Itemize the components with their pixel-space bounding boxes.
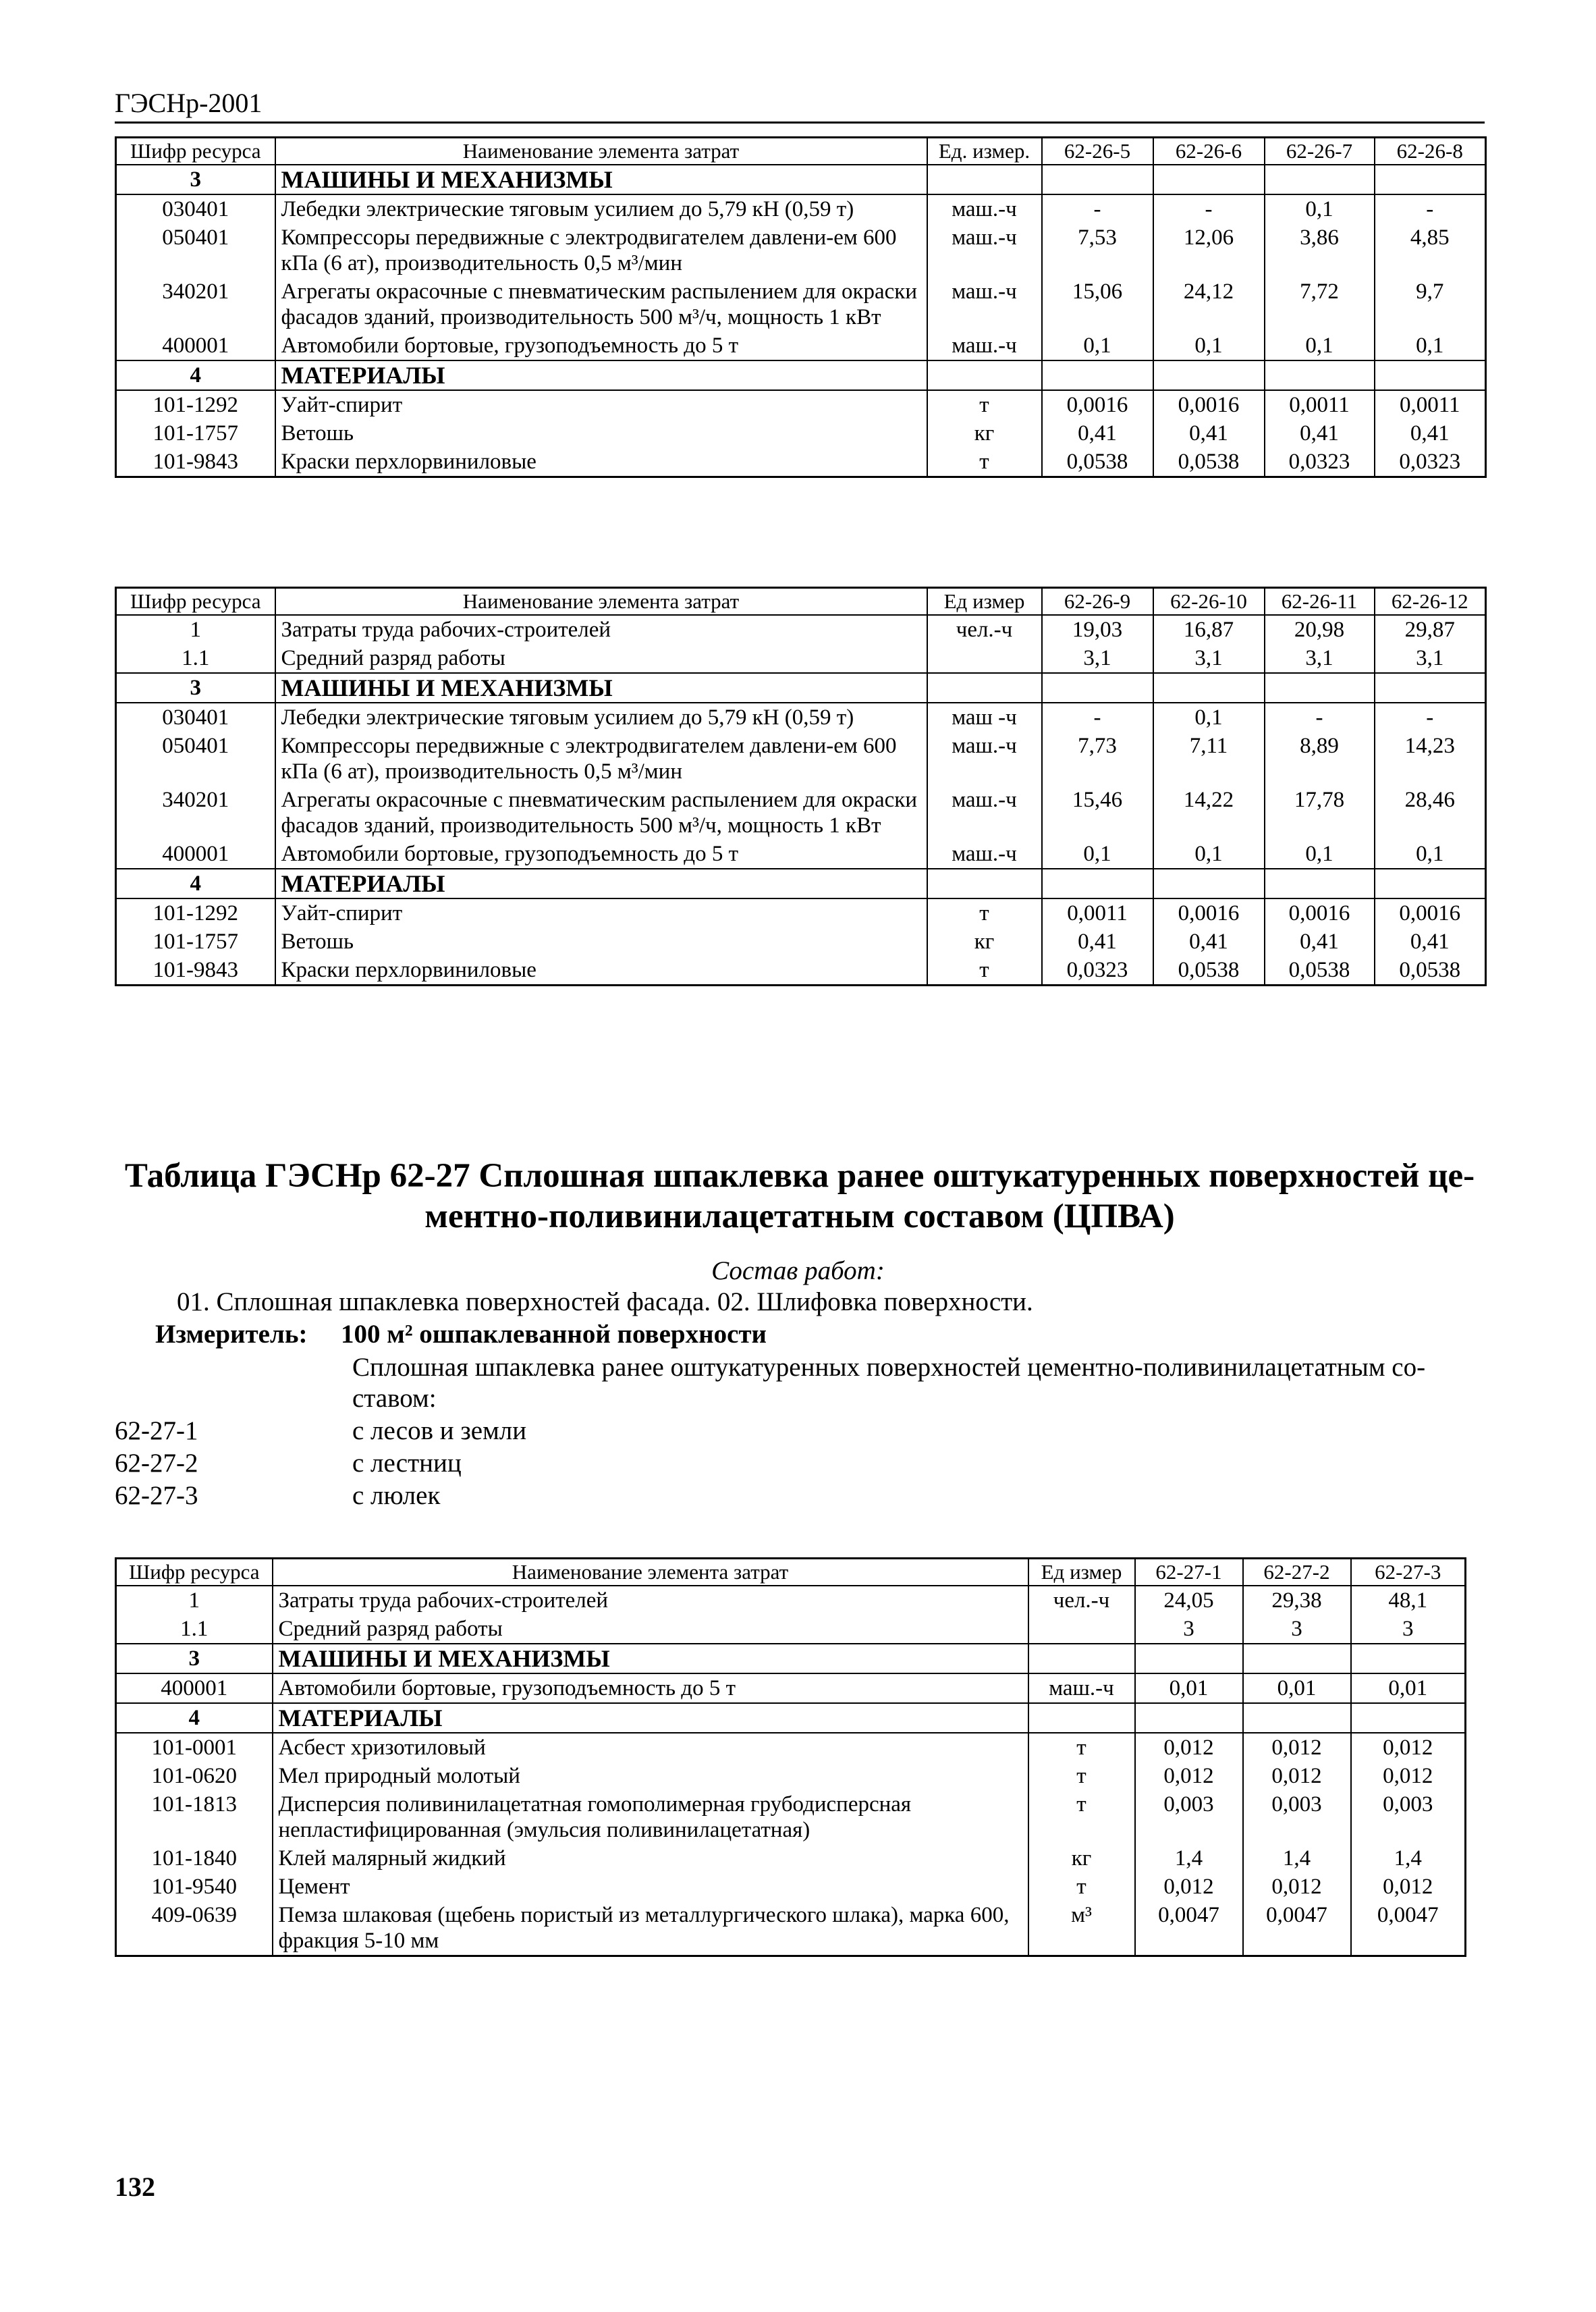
norm-value-cell: [1135, 1703, 1243, 1733]
unit-cell: т: [1028, 1733, 1135, 1762]
col-norm-header: 62-26-5: [1042, 138, 1153, 165]
section-row: [116, 1703, 1466, 1733]
cost-element-name-cell: МАШИНЫ И МЕХАНИЗМЫ: [273, 1644, 1028, 1673]
norm-value-cell: 0,1: [1042, 840, 1153, 869]
norm-value-cell: 29,38: [1243, 1586, 1351, 1615]
table-row: [116, 732, 1486, 786]
resource-code-cell: 030401: [116, 703, 275, 732]
norm-value-cell: [1351, 1644, 1466, 1673]
resource-code-cell: 400001: [116, 840, 275, 869]
variant-code: 62-27-1: [115, 1416, 198, 1445]
norm-value-cell: -: [1375, 703, 1486, 732]
composition-text: 01. Сплошная шпаклевка поверхностей фасада. 02. Шлифовка поверхности.: [177, 1287, 1033, 1316]
norm-value-cell: 8,89: [1265, 732, 1375, 786]
norm-value-cell: 7,72: [1265, 277, 1375, 331]
col-unit-header: Ед измер: [1028, 1559, 1135, 1586]
resource-code-cell: 400001: [116, 1673, 273, 1703]
norm-value-cell: 0,012: [1243, 1733, 1351, 1762]
unit-cell: кг: [927, 928, 1042, 956]
table-row: [116, 1790, 1466, 1844]
norm-value-cell: 3,1: [1042, 644, 1153, 673]
resource-code-cell: 3: [116, 673, 275, 703]
norm-value-cell: 3,86: [1265, 223, 1375, 277]
norm-value-cell: 7,53: [1042, 223, 1153, 277]
cost-element-name-cell: Лебедки электрические тяговым усилием до 5,79 кН (0,59 т): [275, 703, 927, 732]
norm-value-cell: [1042, 165, 1153, 194]
unit-cell: чел.-ч: [927, 615, 1042, 644]
resource-code-cell: 101-9540: [116, 1873, 273, 1901]
norm-value-cell: 0,1: [1265, 840, 1375, 869]
table-row: [116, 898, 1486, 928]
norm-value-cell: 0,41: [1375, 419, 1486, 448]
table-row: [116, 1673, 1466, 1703]
unit-cell: [927, 673, 1042, 703]
unit-cell: маш.-ч: [927, 840, 1042, 869]
resource-code-cell: 050401: [116, 223, 275, 277]
col-code-header: Шифр ресурса: [116, 138, 275, 165]
resource-code-cell: 101-1292: [116, 390, 275, 419]
table-row: [116, 615, 1486, 644]
resource-code-cell: 101-9843: [116, 448, 275, 477]
unit-cell: маш -ч: [927, 703, 1042, 732]
resource-code-cell: 101-0620: [116, 1762, 273, 1790]
meter-label: Измеритель:: [155, 1320, 308, 1349]
resource-table-62-27: [115, 1557, 1466, 1957]
norm-value-cell: 48,1: [1351, 1586, 1466, 1615]
norm-value-cell: -: [1375, 194, 1486, 223]
cost-element-name-cell: Агрегаты окрасочные с пневматическим распылением для окраски фасадов зданий, производительность 500 м³/ч, мощность 1 кВт: [275, 786, 927, 840]
unit-cell: м³: [1028, 1901, 1135, 1956]
unit-cell: маш.-ч: [1028, 1673, 1135, 1703]
norm-value-cell: 0,0047: [1135, 1901, 1243, 1956]
table-row: [116, 419, 1486, 448]
col-name-header: Наименование элемента затрат: [275, 588, 927, 616]
norm-value-cell: 14,23: [1375, 732, 1486, 786]
cost-element-name-cell: Краски перхлорвиниловые: [275, 956, 927, 986]
cost-element-name-cell: Затраты труда рабочих-строителей: [275, 615, 927, 644]
cost-element-name-cell: Автомобили бортовые, грузоподъемность до 5 т: [273, 1673, 1028, 1703]
norm-value-cell: 0,003: [1243, 1790, 1351, 1844]
unit-cell: т: [1028, 1790, 1135, 1844]
table-row: [116, 928, 1486, 956]
resource-code-cell: 4: [116, 1703, 273, 1733]
cost-element-name-cell: МАШИНЫ И МЕХАНИЗМЫ: [275, 165, 927, 194]
section-row: [116, 673, 1486, 703]
norm-value-cell: 17,78: [1265, 786, 1375, 840]
variant-text: с лесов и земли: [352, 1416, 527, 1445]
norm-value-cell: 0,0323: [1265, 448, 1375, 477]
norm-value-cell: [1375, 673, 1486, 703]
unit-cell: [1028, 1644, 1135, 1673]
norm-value-cell: 0,0011: [1265, 390, 1375, 419]
norm-value-cell: 0,012: [1351, 1873, 1466, 1901]
col-norm-header: 62-26-9: [1042, 588, 1153, 616]
norm-value-cell: 0,0538: [1265, 956, 1375, 986]
resource-code-cell: 050401: [116, 732, 275, 786]
cost-element-name-cell: Затраты труда рабочих-строителей: [273, 1586, 1028, 1615]
cost-element-name-cell: Лебедки электрические тяговым усилием до 5,79 кН (0,59 т): [275, 194, 927, 223]
norm-value-cell: [1135, 1644, 1243, 1673]
norm-value-cell: 0,0016: [1375, 898, 1486, 928]
resource-code-cell: 1.1: [116, 644, 275, 673]
meter-value: 100 м² ошпаклеванной поверхности: [341, 1320, 767, 1349]
norm-value-cell: 20,98: [1265, 615, 1375, 644]
norm-value-cell: [1265, 360, 1375, 390]
norm-value-cell: 0,1: [1265, 194, 1375, 223]
cost-element-name-cell: Пемза шлаковая (щебень пористый из металлургического шлака), марка 600, фракция 5-10 мм: [273, 1901, 1028, 1956]
norm-value-cell: 0,01: [1135, 1673, 1243, 1703]
cost-element-name-cell: Средний разряд работы: [273, 1615, 1028, 1644]
unit-cell: [1028, 1615, 1135, 1644]
table-row: [116, 786, 1486, 840]
norm-value-cell: 7,73: [1042, 732, 1153, 786]
col-norm-header: 62-26-11: [1265, 588, 1375, 616]
norm-value-cell: 0,012: [1351, 1762, 1466, 1790]
norm-value-cell: 14,22: [1153, 786, 1265, 840]
norm-value-cell: [1265, 869, 1375, 898]
table-row: [116, 1615, 1466, 1644]
cost-element-name-cell: Мел природный молотый: [273, 1762, 1028, 1790]
unit-cell: т: [1028, 1873, 1135, 1901]
cost-element-name-cell: МАТЕРИАЛЫ: [275, 360, 927, 390]
col-unit-header: Ед измер: [927, 588, 1042, 616]
resource-code-cell: 4: [116, 869, 275, 898]
norm-value-cell: 1,4: [1243, 1844, 1351, 1873]
norm-value-cell: [1375, 360, 1486, 390]
norm-value-cell: 0,1: [1153, 840, 1265, 869]
resource-code-cell: 101-9843: [116, 956, 275, 986]
variant-code: 62-27-2: [115, 1449, 198, 1478]
resource-code-cell: 1.1: [116, 1615, 273, 1644]
cost-element-name-cell: Цемент: [273, 1873, 1028, 1901]
cost-element-name-cell: Автомобили бортовые, грузоподъемность до 5 т: [275, 331, 927, 360]
table-row: [116, 840, 1486, 869]
unit-cell: маш.-ч: [927, 786, 1042, 840]
resource-table-62-26-9-12: [115, 587, 1487, 986]
cost-element-name-cell: МАТЕРИАЛЫ: [275, 869, 927, 898]
unit-cell: кг: [1028, 1844, 1135, 1873]
resource-code-cell: 400001: [116, 331, 275, 360]
cost-element-name-cell: Асбест хризотиловый: [273, 1733, 1028, 1762]
variant-code: 62-27-3: [115, 1481, 198, 1510]
norm-value-cell: 9,7: [1375, 277, 1486, 331]
norm-value-cell: 0,1: [1265, 331, 1375, 360]
resource-code-cell: 1: [116, 615, 275, 644]
unit-cell: маш.-ч: [927, 331, 1042, 360]
norm-value-cell: 0,012: [1243, 1762, 1351, 1790]
norm-value-cell: 3: [1135, 1615, 1243, 1644]
norm-value-cell: [1351, 1703, 1466, 1733]
norm-value-cell: 0,1: [1375, 840, 1486, 869]
table-row: [116, 448, 1486, 477]
unit-cell: маш.-ч: [927, 277, 1042, 331]
norm-value-cell: 0,0011: [1375, 390, 1486, 419]
resource-code-cell: 101-1813: [116, 1790, 273, 1844]
unit-cell: [927, 869, 1042, 898]
norm-value-cell: [1375, 869, 1486, 898]
norm-value-cell: 3: [1351, 1615, 1466, 1644]
norm-value-cell: 0,01: [1351, 1673, 1466, 1703]
table-row: [116, 1586, 1466, 1615]
cost-element-name-cell: Компрессоры передвижные с электродвигателем давлени-ем 600 кПа (6 ат), производительность 0,5 м³/мин: [275, 223, 927, 277]
norm-value-cell: 3: [1243, 1615, 1351, 1644]
col-norm-header: 62-26-6: [1153, 138, 1265, 165]
section-row: [116, 165, 1486, 194]
table-row: [116, 194, 1486, 223]
norm-value-cell: 0,41: [1153, 928, 1265, 956]
resource-table-62-26-5-8: [115, 136, 1487, 478]
col-code-header: Шифр ресурса: [116, 1559, 273, 1586]
unit-cell: [1028, 1703, 1135, 1733]
norm-value-cell: 16,87: [1153, 615, 1265, 644]
norm-value-cell: 0,41: [1042, 419, 1153, 448]
section-row: [116, 869, 1486, 898]
norm-value-cell: -: [1153, 194, 1265, 223]
unit-cell: [927, 644, 1042, 673]
cost-element-name-cell: Краски перхлорвиниловые: [275, 448, 927, 477]
col-norm-header: 62-27-2: [1243, 1559, 1351, 1586]
table-row: [116, 1901, 1466, 1956]
resource-code-cell: 101-1757: [116, 419, 275, 448]
norm-value-cell: 28,46: [1375, 786, 1486, 840]
norm-value-cell: [1042, 869, 1153, 898]
unit-cell: кг: [927, 419, 1042, 448]
variant-text: с лестниц: [352, 1449, 462, 1478]
norm-value-cell: -: [1042, 703, 1153, 732]
norm-value-cell: 24,12: [1153, 277, 1265, 331]
page-number: 132: [115, 2172, 155, 2202]
norm-value-cell: 0,003: [1135, 1790, 1243, 1844]
norm-value-cell: 0,0047: [1351, 1901, 1466, 1956]
col-unit-header: Ед. измер.: [927, 138, 1042, 165]
norm-value-cell: 0,0011: [1042, 898, 1153, 928]
cost-element-name-cell: Дисперсия поливинилацетатная гомополимерная грубодисперсная непластифицированная (эмульсия поливинилацетатная): [273, 1790, 1028, 1844]
col-name-header: Наименование элемента затрат: [275, 138, 927, 165]
norm-value-cell: 0,0323: [1375, 448, 1486, 477]
section-row: [116, 1644, 1466, 1673]
col-norm-header: 62-26-12: [1375, 588, 1486, 616]
norm-value-cell: 0,41: [1265, 928, 1375, 956]
col-name-header: Наименование элемента затрат: [273, 1559, 1028, 1586]
norm-value-cell: 1,4: [1351, 1844, 1466, 1873]
norm-value-cell: 29,87: [1375, 615, 1486, 644]
norm-value-cell: 0,0538: [1153, 448, 1265, 477]
composition-label: Состав работ:: [711, 1256, 885, 1285]
unit-cell: маш.-ч: [927, 194, 1042, 223]
norm-value-cell: 0,0016: [1153, 898, 1265, 928]
resource-code-cell: 409-0639: [116, 1901, 273, 1956]
norm-value-cell: 0,003: [1351, 1790, 1466, 1844]
norm-value-cell: 15,46: [1042, 786, 1153, 840]
table-row: [116, 277, 1486, 331]
norm-value-cell: 0,41: [1042, 928, 1153, 956]
unit-cell: т: [927, 390, 1042, 419]
table-row: [116, 956, 1486, 986]
unit-cell: маш.-ч: [927, 732, 1042, 786]
norm-value-cell: 3,1: [1265, 644, 1375, 673]
norm-value-cell: 0,012: [1135, 1873, 1243, 1901]
cost-element-name-cell: Автомобили бортовые, грузоподъемность до 5 т: [275, 840, 927, 869]
col-norm-header: 62-27-3: [1351, 1559, 1466, 1586]
cost-element-name-cell: Ветошь: [275, 419, 927, 448]
cost-element-name-cell: МАШИНЫ И МЕХАНИЗМЫ: [275, 673, 927, 703]
unit-cell: т: [927, 956, 1042, 986]
norm-value-cell: 0,1: [1042, 331, 1153, 360]
norm-value-cell: 0,012: [1135, 1733, 1243, 1762]
norm-value-cell: 0,1: [1375, 331, 1486, 360]
norm-value-cell: [1243, 1703, 1351, 1733]
section-row: [116, 360, 1486, 390]
col-norm-header: 62-26-10: [1153, 588, 1265, 616]
norm-value-cell: 0,012: [1351, 1733, 1466, 1762]
norm-value-cell: 15,06: [1042, 277, 1153, 331]
cost-element-name-cell: Компрессоры передвижные с электродвигателем давлени-ем 600 кПа (6 ат), производительность 0,5 м³/мин: [275, 732, 927, 786]
resource-code-cell: 340201: [116, 786, 275, 840]
unit-cell: т: [927, 898, 1042, 928]
unit-cell: т: [927, 448, 1042, 477]
norm-value-cell: 0,01: [1243, 1673, 1351, 1703]
col-norm-header: 62-26-8: [1375, 138, 1486, 165]
unit-cell: [927, 165, 1042, 194]
cost-element-name-cell: Клей малярный жидкий: [273, 1844, 1028, 1873]
resource-code-cell: 101-1840: [116, 1844, 273, 1873]
table-row: [116, 1733, 1466, 1762]
norm-value-cell: 0,0016: [1153, 390, 1265, 419]
resource-code-cell: 3: [116, 165, 275, 194]
col-norm-header: 62-27-1: [1135, 1559, 1243, 1586]
resource-code-cell: 101-1292: [116, 898, 275, 928]
section-title: Таблица ГЭСНр 62-27 Сплошная шпаклевка ранее оштукатуренных поверхностей це-ментно-поливинилацетатным составом (ЦПВА): [124, 1157, 1475, 1235]
variant-text: с люлек: [352, 1481, 441, 1510]
norm-value-cell: [1042, 673, 1153, 703]
norm-value-cell: 0,0538: [1042, 448, 1153, 477]
norm-value-cell: [1375, 165, 1486, 194]
norm-value-cell: 0,1: [1153, 331, 1265, 360]
resource-code-cell: 340201: [116, 277, 275, 331]
norm-value-cell: [1153, 869, 1265, 898]
norm-value-cell: 24,05: [1135, 1586, 1243, 1615]
cost-element-name-cell: Ветошь: [275, 928, 927, 956]
col-norm-header: 62-26-7: [1265, 138, 1375, 165]
table-row: [116, 223, 1486, 277]
cost-element-name-cell: Средний разряд работы: [275, 644, 927, 673]
norm-value-cell: [1153, 360, 1265, 390]
unit-cell: маш.-ч: [927, 223, 1042, 277]
norm-value-cell: [1243, 1644, 1351, 1673]
norm-value-cell: [1042, 360, 1153, 390]
norm-value-cell: 0,1: [1153, 703, 1265, 732]
norm-value-cell: 19,03: [1042, 615, 1153, 644]
cost-element-name-cell: Уайт-спирит: [275, 898, 927, 928]
resource-code-cell: 030401: [116, 194, 275, 223]
norm-value-cell: [1153, 165, 1265, 194]
norm-value-cell: 3,1: [1153, 644, 1265, 673]
doc-code: ГЭСНр-2001: [115, 88, 263, 118]
table-row: [116, 390, 1486, 419]
resource-code-cell: 101-1757: [116, 928, 275, 956]
norm-value-cell: -: [1042, 194, 1153, 223]
norm-value-cell: 0,012: [1135, 1762, 1243, 1790]
norm-value-cell: [1265, 673, 1375, 703]
norm-value-cell: 4,85: [1375, 223, 1486, 277]
norm-value-cell: 7,11: [1153, 732, 1265, 786]
norm-value-cell: 0,0016: [1265, 898, 1375, 928]
norm-value-cell: 0,41: [1265, 419, 1375, 448]
norm-value-cell: 0,41: [1375, 928, 1486, 956]
table-row: [116, 703, 1486, 732]
norm-value-cell: 0,0016: [1042, 390, 1153, 419]
norm-value-cell: [1265, 165, 1375, 194]
resource-code-cell: 4: [116, 360, 275, 390]
norm-value-cell: 0,0538: [1153, 956, 1265, 986]
norm-value-cell: 3,1: [1375, 644, 1486, 673]
norm-value-cell: 0,012: [1243, 1873, 1351, 1901]
norm-value-cell: [1153, 673, 1265, 703]
table-row: [116, 644, 1486, 673]
norm-value-cell: -: [1265, 703, 1375, 732]
col-code-header: Шифр ресурса: [116, 588, 275, 616]
norm-value-cell: 0,0323: [1042, 956, 1153, 986]
norm-value-cell: 1,4: [1135, 1844, 1243, 1873]
table-row: [116, 1873, 1466, 1901]
unit-cell: чел.-ч: [1028, 1586, 1135, 1615]
resource-code-cell: 3: [116, 1644, 273, 1673]
table-row: [116, 1844, 1466, 1873]
norm-value-cell: 0,0538: [1375, 956, 1486, 986]
norm-value-cell: 12,06: [1153, 223, 1265, 277]
resource-code-cell: 101-0001: [116, 1733, 273, 1762]
resource-code-cell: 1: [116, 1586, 273, 1615]
cost-element-name-cell: Агрегаты окрасочные с пневматическим распылением для окраски фасадов зданий, производительность 500 м³/ч, мощность 1 кВт: [275, 277, 927, 331]
page-header: [115, 85, 1485, 124]
section-intro: Сплошная шпаклевка ранее оштукатуренных поверхностей цементно-поливинилацетатным со-ставом:: [352, 1353, 1426, 1413]
norm-value-cell: 0,41: [1153, 419, 1265, 448]
unit-cell: т: [1028, 1762, 1135, 1790]
unit-cell: [927, 360, 1042, 390]
table-row: [116, 331, 1486, 360]
cost-element-name-cell: Уайт-спирит: [275, 390, 927, 419]
table-row: [116, 1762, 1466, 1790]
norm-value-cell: 0,0047: [1243, 1901, 1351, 1956]
cost-element-name-cell: МАТЕРИАЛЫ: [273, 1703, 1028, 1733]
